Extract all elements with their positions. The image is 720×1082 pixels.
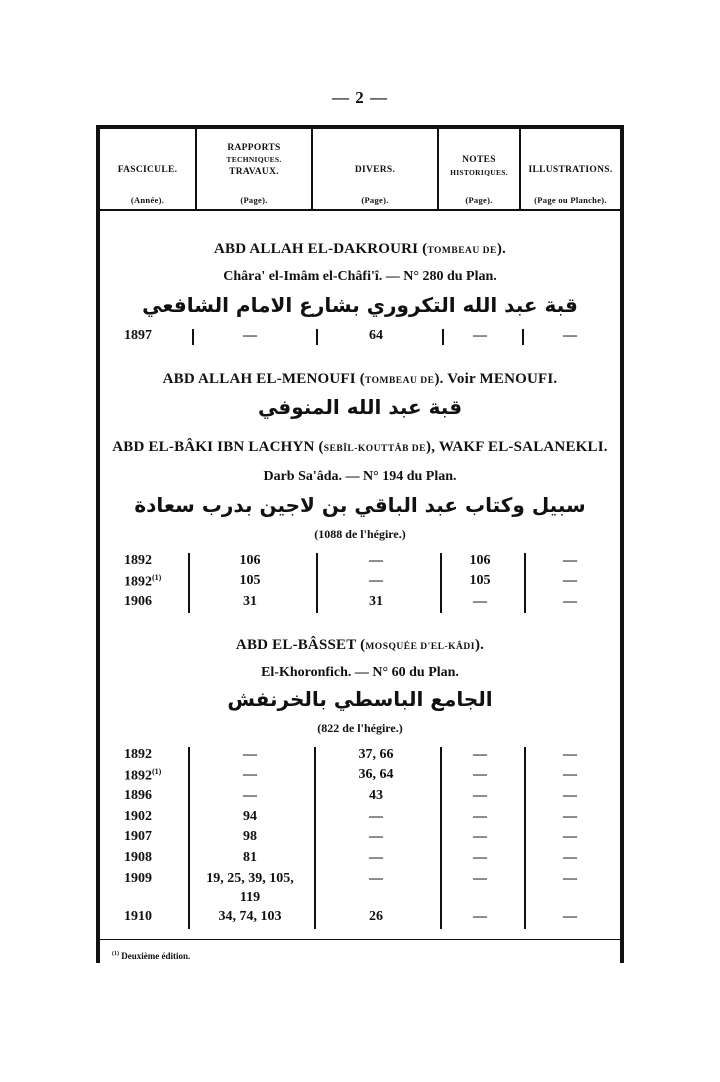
header-notes xyxy=(439,129,519,209)
header-fascicule-sub: (Année). xyxy=(130,195,165,205)
entry-location: El-Khoronfich. — N° 60 du Plan. xyxy=(261,665,459,680)
table-row: 1908 81 — — — xyxy=(124,850,577,865)
footnote-divider xyxy=(100,939,620,940)
table-row: 1892$^{(1)}$ — 36, 64 — — xyxy=(124,767,577,784)
header-divers xyxy=(313,129,437,209)
entry-title: ABD ALLAH EL-MENOUFI (TOMBEAU DE). Voir MENOUFI. xyxy=(162,371,558,387)
index-table xyxy=(96,125,624,963)
entry-arabic-name: قبة عبد الله المنوفي xyxy=(257,395,463,419)
table-row-continuation: 119 xyxy=(239,890,261,905)
footnote: $^{(1)}$ Deuxième édition. xyxy=(112,951,191,961)
table-row: 1910 34, 74, 103 26 — — xyxy=(124,909,577,924)
header-illustrations xyxy=(521,129,620,209)
header-notes-line1: NOTES xyxy=(462,155,496,165)
header-illustrations-sub: (Page ou Planche). xyxy=(534,195,607,205)
table-row: 1892$^{(1)}$ 105 — 105 — xyxy=(124,573,577,590)
entry-hegire: (1088 de l'hégire.) xyxy=(314,527,406,541)
table-row: 1896 — 43 — — xyxy=(124,788,577,803)
header-illustrations-label: ILLUSTRATIONS. xyxy=(528,165,613,175)
entry-title: ABD EL-BÂSSET (MOSQUÉE D'EL-KÂDI). xyxy=(235,637,485,653)
header-rapports-line3: TRAVAUX. xyxy=(229,167,279,177)
entry-arabic-name: قبة عبد الله التكروري بشارع الامام الشافعي xyxy=(142,293,578,317)
page-number: — 2 — xyxy=(332,88,388,107)
header-fascicule xyxy=(100,129,195,209)
header-rapports-line1: RAPPORTS xyxy=(227,143,281,153)
entry-arabic-name: سبيل وكتاب عبد الباقي بن لاجين بدرب سعادة xyxy=(134,493,586,517)
header-divers-sub: (Page). xyxy=(361,195,389,205)
entry-title: ABD ALLAH EL-DAKROURI (TOMBEAU DE). xyxy=(213,241,507,257)
table-row: 1897 — 64 — — xyxy=(124,328,577,343)
entry-arabic-name: الجامع الباسطي بالخرنفش xyxy=(227,687,493,711)
table-row: 1906 31 31 — — xyxy=(124,594,577,609)
table-row: 1902 94 — — — xyxy=(124,809,577,824)
entry-title: ABD EL-BÂKI IBN LACHYN (SEBÎL-KOUTTÂB DE), WAKF EL-SALANEKLI. xyxy=(112,439,608,455)
table-row: 1892 106 — 106 — xyxy=(124,553,577,568)
entry-hegire: (822 de l'hégire.) xyxy=(317,721,403,735)
header-rapports-line2: TECHNIQUES. xyxy=(226,155,282,164)
header-rapports-sub: (Page). xyxy=(240,195,268,205)
header-rapports xyxy=(197,129,311,209)
header-notes-line2: HISTORIQUES. xyxy=(450,168,508,177)
table-row: 1907 98 — — — xyxy=(124,829,577,844)
table-row: 1909 19, 25, 39, 105, — — — xyxy=(124,871,577,886)
entry-location: Châra' el-Imâm el-Châfi'î. — N° 280 du Plan. xyxy=(223,269,497,284)
header-fascicule-label: FASCICULE. xyxy=(117,165,178,175)
header-divers-label: DIVERS. xyxy=(354,165,396,175)
header-notes-sub: (Page). xyxy=(465,195,493,205)
entry-location: Darb Sa'âda. — N° 194 du Plan. xyxy=(263,469,457,484)
table-row: 1892 — 37, 66 — — xyxy=(124,747,577,762)
